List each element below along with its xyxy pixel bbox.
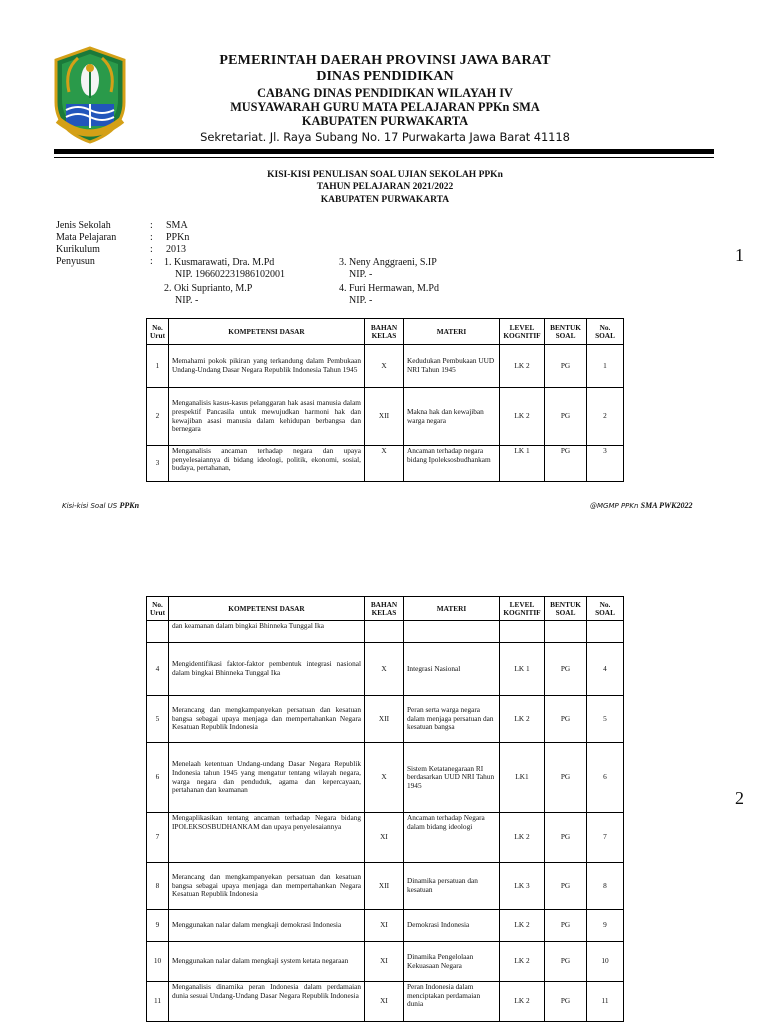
row-materi: Sistem Ketatanegaraan RI berdasarkan UUD NRI Tahun 1945 [404,743,500,813]
identity-label-author: Penyusun [56,256,95,267]
identity-label-curriculum: Kurikulum [56,244,100,255]
row-nosoal: 8 [587,863,624,910]
row-materi: Dinamika persatuan dan kesatuan [404,863,500,910]
row-nosoal: 3 [587,446,624,482]
row-materi [404,621,500,643]
identity-label-school: Jenis Sekolah [56,220,111,231]
row-no: 8 [147,863,169,910]
footer-left: Kisi-kisi Soal US PPKn [62,501,140,510]
row-nosoal: 6 [587,743,624,813]
row-materi: Peran serta warga negara dalam menjaga persatuan dan kesatuan bangsa [404,696,500,743]
row-bentuk: PG [545,345,587,388]
kisi-kisi-table-page-2 [146,596,624,1022]
row-kompetensi: Menganalisis ancaman terhadap negara dan upaya penyelesaiannya di bidang ideologi, politik, ekonomi, sosial, budaya, pertahanan, [169,446,365,482]
row-kelas: XI [365,910,404,942]
table-row [147,345,624,388]
row-no: 9 [147,910,169,942]
identity-colon: : [150,220,153,231]
row-materi: Makna hak dan kewajiban warga negara [404,388,500,446]
row-bentuk: PG [545,813,587,863]
page-number-1: 1 [735,245,744,265]
row-kelas: XI [365,942,404,982]
row-no: 6 [147,743,169,813]
row-kelas: XII [365,696,404,743]
row-no: 3 [147,446,169,482]
row-materi: Ancaman terhadap negara bidang Ipoleksosbudhankam [404,446,500,482]
header-bentuk-soal: BENTUK SOAL [545,319,587,345]
header-level-kognitif: LEVEL KOGNITIF [500,597,545,621]
row-no: 11 [147,982,169,1022]
table-header-row [147,597,624,621]
row-kelas: X [365,446,404,482]
header-no-urut: No. Urut [147,597,169,621]
identity-value-subject: PPKn [166,232,190,243]
table-row [147,696,624,743]
row-kelas: XI [365,982,404,1022]
document-academic-year: TAHUN PELAJARAN 2021/2022 [316,182,454,192]
table-row [147,982,624,1022]
header-line-province: PEMERINTAH DAERAH PROVINSI JAWA BARAT [219,53,551,68]
row-bentuk: PG [545,388,587,446]
row-nosoal [587,621,624,643]
row-no [147,621,169,643]
row-bentuk: PG [545,696,587,743]
row-level: LK 2 [500,388,545,446]
row-kompetensi: Menggunakan nalar dalam mengkaji demokrasi Indonesia [169,910,365,942]
row-kelas: XI [365,813,404,863]
row-kompetensi: Menganalisis dinamika peran Indonesia dalam perdamaian dunia sesuai Undang-Undang Dasar Negara Republik Indonesia [169,982,365,1022]
author-3-name: 3. Neny Anggraeni, S.IP [339,257,437,268]
jawa-barat-emblem-logo [52,46,128,144]
row-materi: Demokrasi Indonesia [404,910,500,942]
row-level: LK 3 [500,863,545,910]
row-level: LK 1 [500,643,545,696]
row-kompetensi: dan keamanan dalam bingkai Bhinneka Tunggal Ika [169,621,365,643]
row-materi: Integrasi Nasional [404,643,500,696]
header-bentuk-soal: BENTUK SOAL [545,597,587,621]
row-bentuk: PG [545,910,587,942]
author-2-nip: NIP. - [175,295,199,306]
identity-colon: : [150,232,153,243]
identity-value-school: SMA [166,220,188,231]
row-bentuk: PG [545,743,587,813]
row-level: LK 2 [500,942,545,982]
row-nosoal: 5 [587,696,624,743]
table-row [147,863,624,910]
row-bentuk: PG [545,863,587,910]
row-no: 7 [147,813,169,863]
header-no-soal: No. SOAL [587,319,624,345]
header-line-mgmp: MUSYAWARAH GURU MATA PELAJARAN PPKn SMA [230,100,540,114]
row-nosoal: 9 [587,910,624,942]
header-bahan-kelas: BAHAN KELAS [365,597,404,621]
row-level: LK 2 [500,813,545,863]
identity-colon: : [150,244,153,255]
row-level: LK1 [500,743,545,813]
row-no: 1 [147,345,169,388]
table-header-row [147,319,624,345]
table-row [147,643,624,696]
header-address: Sekretariat. Jl. Raya Subang No. 17 Purwakarta Jawa Barat 41118 [200,130,570,144]
row-bentuk: PG [545,643,587,696]
header-kompetensi-dasar: KOMPETENSI DASAR [169,319,365,345]
row-kelas: XII [365,863,404,910]
row-bentuk [545,621,587,643]
footer-right: @MGMP PPKn SMA PWK2022 [590,501,693,510]
identity-value-curriculum: 2013 [166,244,186,255]
author-3-nip: NIP. - [349,269,373,280]
row-bentuk: PG [545,942,587,982]
row-bentuk: PG [545,446,587,482]
row-no: 4 [147,643,169,696]
author-1-name: 1. Kusmarawati, Dra. M.Pd [164,257,275,268]
header-line-regency: KABUPATEN PURWAKARTA [301,114,469,128]
table-row [147,446,624,482]
header-line-office: DINAS PENDIDIKAN [316,69,454,84]
row-level: LK 2 [500,982,545,1022]
header-no-urut: No. Urut [147,319,169,345]
table-row [147,621,624,643]
row-level [500,621,545,643]
document-regency: KABUPATEN PURWAKARTA [320,195,450,205]
row-kelas: X [365,345,404,388]
header-kompetensi-dasar: KOMPETENSI DASAR [169,597,365,621]
row-level: LK 2 [500,696,545,743]
row-level: LK 2 [500,345,545,388]
header-line-branch: CABANG DINAS PENDIDIKAN WILAYAH IV [257,86,513,100]
row-kompetensi: Mengaplikasikan tentang ancaman terhadap Negara bidang IPOLEKSOSBUDHANKAM dan upaya penyelesaiannya [169,813,365,863]
identity-label-subject: Mata Pelajaran [56,232,117,243]
row-kompetensi: Merancang dan mengkampanyekan persatuan dan kesatuan bangsa sebagai upaya menjaga dan mempertahankan Negara Kesatuan Republik Indonesia [169,863,365,910]
row-nosoal: 2 [587,388,624,446]
row-kompetensi: Menelaah ketentuan Undang-undang Dasar Negara Republik Indonesia tahun 1945 yang mengatur tentang wilayah negara, warga negara dan penduduk, agama dan kepercayaan, pertahanan dan keamanan [169,743,365,813]
row-nosoal: 11 [587,982,624,1022]
table-row [147,743,624,813]
header-thin-rule [54,157,714,158]
row-kompetensi: Menganalisis kasus-kasus pelanggaran hak asasi manusia dalam prespektif Pancasila untuk mewujudkan harmoni hak dan kewajiban asasi manusia dalam kehidupan berbangsa dan bernegara [169,388,365,446]
header-level-kognitif: LEVEL KOGNITIF [500,319,545,345]
header-bahan-kelas: BAHAN KELAS [365,319,404,345]
author-4-nip: NIP. - [349,295,373,306]
row-bentuk: PG [545,982,587,1022]
row-no: 10 [147,942,169,982]
header-materi: MATERI [404,597,500,621]
page-number-2: 2 [735,788,744,808]
table-row [147,942,624,982]
document-title: KISI-KISI PENULISAN SOAL UJIAN SEKOLAH PPKn [267,170,503,180]
header-materi: MATERI [404,319,500,345]
row-kelas: X [365,643,404,696]
identity-colon: : [150,256,153,267]
row-level: LK 1 [500,446,545,482]
row-kelas: XII [365,388,404,446]
table-row [147,388,624,446]
table-row [147,813,624,863]
header-thick-rule [54,149,714,154]
row-nosoal: 7 [587,813,624,863]
row-materi: Dinamika Pengelolaan Kekuasaan Negara [404,942,500,982]
row-kompetensi: Menggunakan nalar dalam mengkaji system ketata negaraan [169,942,365,982]
table-row [147,910,624,942]
row-nosoal: 4 [587,643,624,696]
row-nosoal: 1 [587,345,624,388]
row-no: 2 [147,388,169,446]
kisi-kisi-table-page-1 [146,318,624,482]
row-nosoal: 10 [587,942,624,982]
row-kompetensi: Memahami pokok pikiran yang terkandung dalam Pembukaan Undang-Undang Dasar Negara Republik Indonesia Tahun 1945 [169,345,365,388]
row-materi: Ancaman terhadap Negara dalam bidang ideologi [404,813,500,863]
header-no-soal: No. SOAL [587,597,624,621]
row-level: LK 2 [500,910,545,942]
row-kompetensi: Mengidentifikasi faktor-faktor pembentuk integrasi nasional dalam bingkai Bhinneka Tunggal Ika [169,643,365,696]
author-2-name: 2. Oki Suprianto, M.P [164,283,253,294]
row-no: 5 [147,696,169,743]
author-4-name: 4. Furi Hermawan, M.Pd [339,283,439,294]
row-kompetensi: Merancang dan mengkampanyekan persatuan dan kesatuan bangsa sebagai upaya menjaga dan mempertahankan Negara Kesatuan Republik Indonesia [169,696,365,743]
author-1-nip: NIP. 196602231986102001 [175,269,286,280]
row-kelas [365,621,404,643]
row-materi: Kedudukan Pembukaan UUD NRI Tahun 1945 [404,345,500,388]
row-materi: Peran Indonesia dalam menciptakan perdamaian dunia [404,982,500,1022]
row-kelas: X [365,743,404,813]
